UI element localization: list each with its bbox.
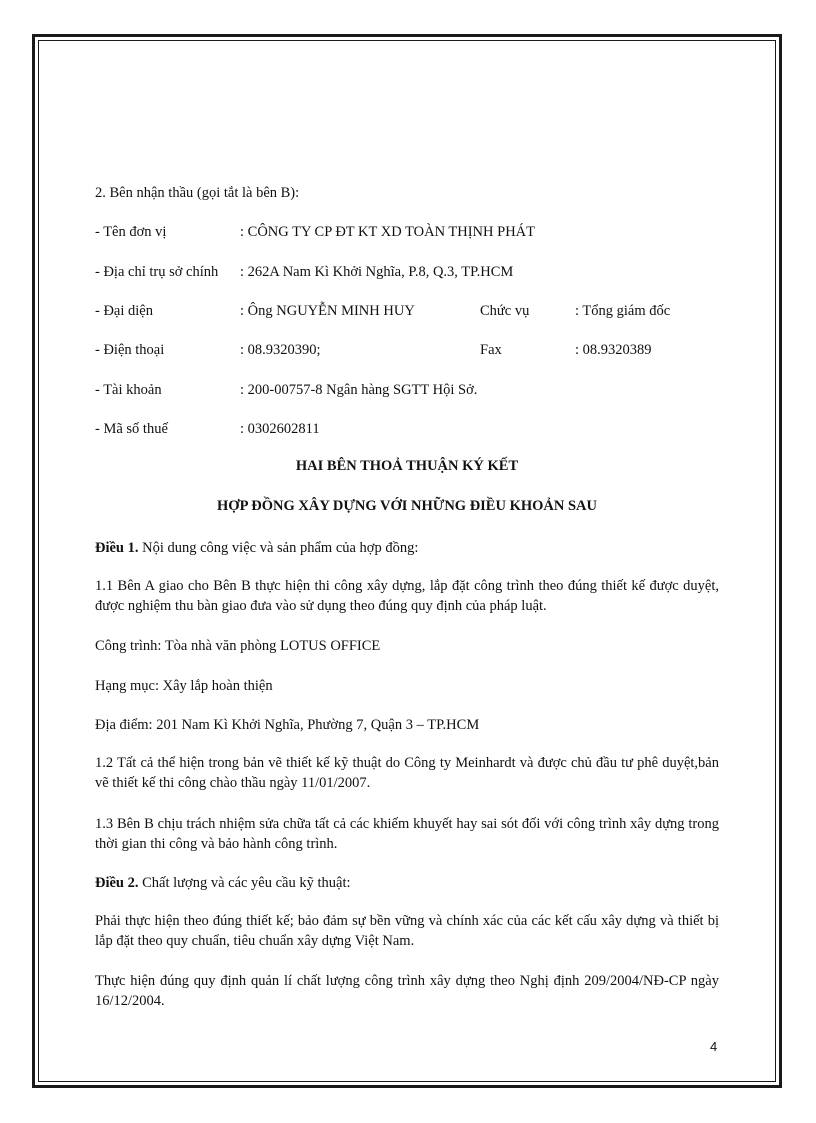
article-2-label: Điều 2. xyxy=(95,875,139,891)
article-2-paragraph-1: Phải thực hiện theo đúng thiết kế; bảo đảm sự bền vững và chính xác của các kết cấu xây dựng và thiết bị lắp đặt theo quy chuẩn, tiêu chuẩn xây dựng Việt Nam. xyxy=(95,913,719,949)
tax-code-value: : 0302602811 xyxy=(240,421,320,437)
unit-name-label: - Tên đơn vị xyxy=(95,224,167,240)
party-b-title: 2. Bên nhận thầu (gọi tắt là bên B): xyxy=(95,185,300,201)
article-1-title: Nội dung công việc và sản phẩm của hợp đồng: xyxy=(138,540,419,556)
representative-label: - Đại diện xyxy=(95,303,153,319)
unit-name-value: : CÔNG TY CP ĐT KT XD TOÀN THỊNH PHÁT xyxy=(240,224,535,240)
account-value: : 200-00757-8 Ngân hàng SGTT Hội Sở. xyxy=(240,382,478,398)
article-2-heading xyxy=(95,874,351,892)
phone-label: - Điện thoại xyxy=(95,342,165,358)
account-label: - Tài khoản xyxy=(95,382,162,398)
article-2-paragraph-2: Thực hiện đúng quy định quản lí chất lượng công trình xây dựng theo Nghị định 209/2004/NĐ-CP ngày 16/12/2004. xyxy=(95,973,719,1009)
article-1-heading xyxy=(95,539,418,557)
article-1-paragraph-1: 1.1 Bên A giao cho Bên B thực hiện thi công xây dựng, lắp đặt công trình theo đúng thiết kế được duyệt, được nghiệm thu bàn giao đưa vào sử dụng theo đúng quy định của pháp luật. xyxy=(95,578,719,614)
article-1-label: Điều 1. xyxy=(95,540,139,556)
location-line: Địa điểm: 201 Nam Kì Khởi Nghĩa, Phường 7, Quận 3 – TP.HCM xyxy=(95,717,480,733)
heading-agreement: HAI BÊN THOẢ THUẬN KÝ KẾT xyxy=(295,458,519,474)
fax-value: : 08.9320389 xyxy=(575,342,652,358)
article-1-paragraph-2: 1.2 Tất cả thể hiện trong bản vẽ thiết kế kỹ thuật do Công ty Meinhardt và được chủ đầu tư phê duyệt,bản vẽ thiết kế thi công chào thầu ngày 11/01/2007. xyxy=(95,755,719,791)
tax-code-label: - Mã số thuế xyxy=(95,421,168,437)
page-number: 4 xyxy=(710,1039,718,1054)
article-2-title: Chất lượng và các yêu cầu kỹ thuật: xyxy=(138,875,351,891)
position-value: : Tổng giám đốc xyxy=(575,303,671,319)
heading-contract: HỢP ĐỒNG XÂY DỰNG VỚI NHỮNG ĐIỀU KHOẢN SAU xyxy=(217,498,597,514)
project-line: Công trình: Tòa nhà văn phòng LOTUS OFFICE xyxy=(95,638,381,654)
address-label: - Địa chỉ trụ sở chính xyxy=(95,264,219,280)
representative-value: : Ông NGUYỄN MINH HUY xyxy=(240,303,415,319)
phone-value: : 08.9320390; xyxy=(240,342,321,358)
item-line: Hạng mục: Xây lắp hoàn thiện xyxy=(95,678,273,694)
address-value: : 262A Nam Kì Khởi Nghĩa, P.8, Q.3, TP.HCM xyxy=(240,264,514,280)
position-label: Chức vụ xyxy=(480,303,530,319)
article-1-paragraph-3: 1.3 Bên B chịu trách nhiệm sửa chữa tất cả các khiếm khuyết hay sai sót đối với công trình xây dựng trong thời gian thi công và bảo hành công trình. xyxy=(95,816,719,852)
fax-label: Fax xyxy=(480,342,502,358)
